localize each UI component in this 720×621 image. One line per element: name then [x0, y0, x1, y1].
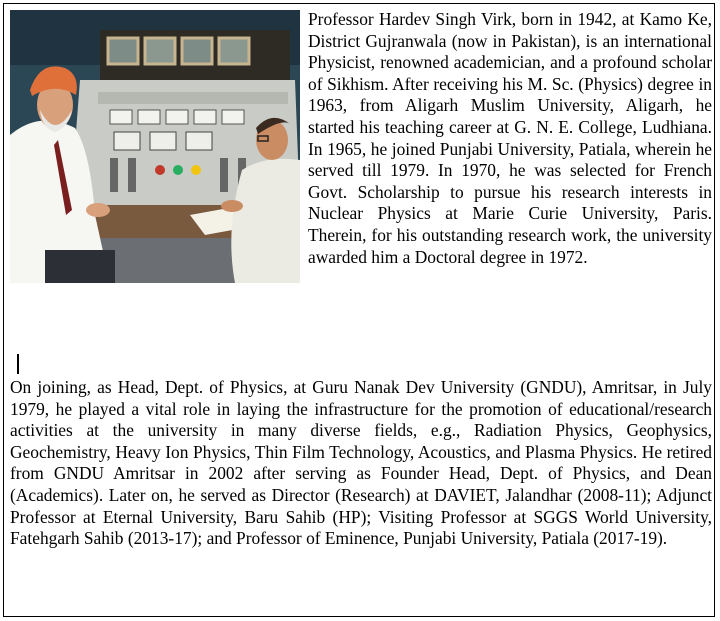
lab-photo	[10, 10, 300, 283]
bio-paragraph-1-text: Professor Hardev Singh Virk, born in 1942, at Kamo Ke, District Gujranwala (now in Pakistan), is an international Physicist, renowned academician, and a profound scholar of Sikhism. After receiving his M. Sc. (Physics) degree in 1963, from Aligarh Muslim University, Aligarh, he started his teaching career at G. N. E. College, Ludhiana. In 1965, he joined Punjabi University, Patiala, wherein he served till 1979. In 1970, he was selected for French Govt. Scholarship to pursue his research interests in Nuclear Physics at Marie Curie University, Paris. Therein, for his outstanding research work, the university awarded him a Doctoral degree in 1972.	[308, 9, 712, 267]
bio-paragraph-2: On joining, as Head, Dept. of Physics, at Guru Nanak Dev University (GNDU), Amritsar, in July 1979, he played a vital role in laying the infrastructure for the promotion of educational/research activities at the university in many diverse fields, e.g., Radiation Physics, Geophysics, Geochemistry, Heavy Ion Physics, Thin Film Technology, Acoustics, and Plasma Physics. He retired from GNDU Amritsar in 2002 after serving as Founder Head, Dept. of Physics, and Dean (Academics). Later on, he served as Director (Research) at DAVIET, Jalandhar (2008-11); Adjunct Professor at Eternal University, Baru Sahib (HP); Visiting Professor at SGGS World University, Fatehgarh Sahib (2013-17); and Professor of Eminence, Punjabi University, Patiala (2017-19).	[10, 377, 712, 549]
lab-photo-illustration	[10, 10, 300, 283]
bio-paragraph-1	[10, 9, 712, 283]
bio-frame	[3, 3, 715, 617]
text-cursor	[17, 354, 19, 374]
